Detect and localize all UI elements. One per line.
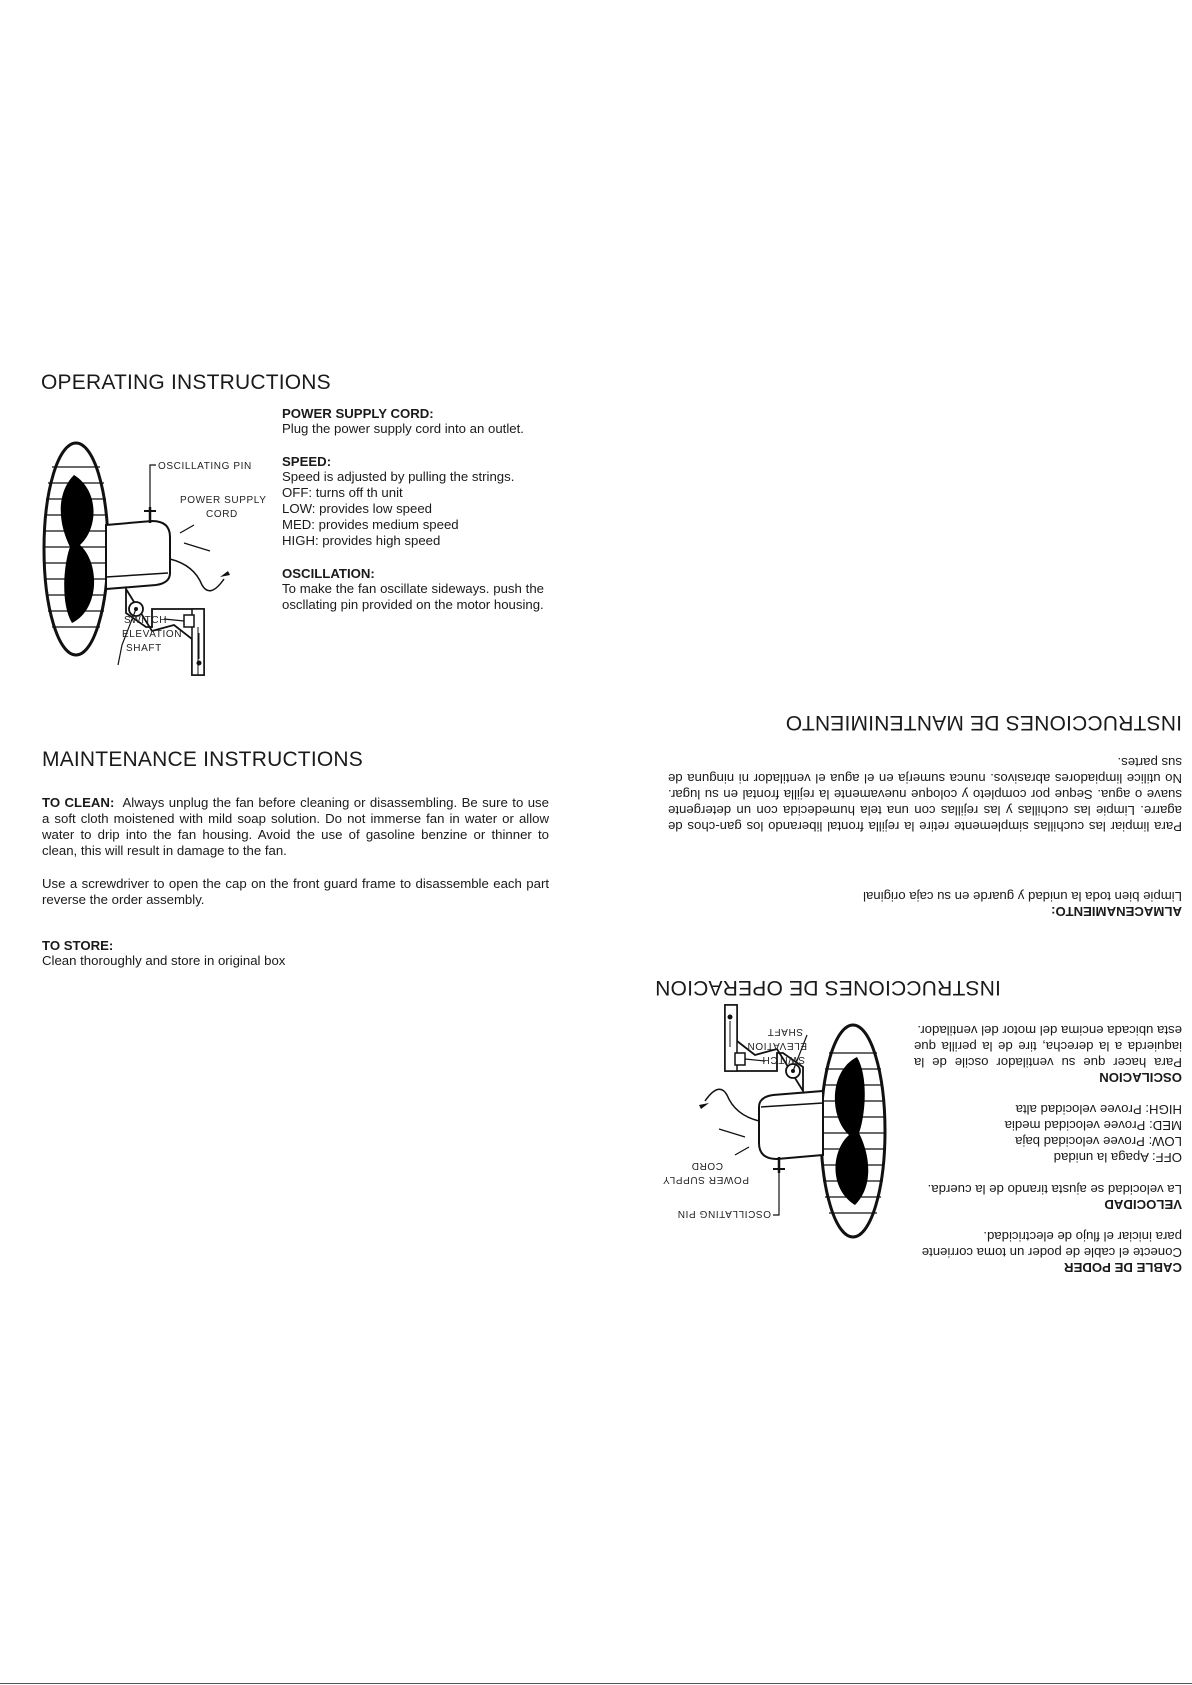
screwdriver-text: Use a screwdriver to open the cap on the front guard frame to disassemble each part reverse the order assembly. <box>42 876 549 907</box>
speed-heading: SPEED: <box>282 454 332 469</box>
oscillation-heading: OSCILLATION: <box>282 566 375 581</box>
operating-body <box>282 406 544 613</box>
es-osc-text: Para hacer que su ventilador oscile de la iaquierda a la derecha, tire de la perilla que esta ubicada encima del motor del ventilador. <box>914 1023 1182 1070</box>
power-cord-heading: POWER SUPPLY CORD: <box>282 406 434 421</box>
oscillation-text: To make the fan oscillate sideways. push the oscllating pin provided on the motor housing. <box>282 581 544 612</box>
power-cord-text: Plug the power supply cord into an outlet. <box>282 421 524 436</box>
es-clean-text: Para limpiar las cuchillas simplemente retire la rejilla frontal liberando los gan-chos de agarre. Limpie las cuchillas y las rejillas con una tela humedecida con un detergente suave o agua. Seque por completo y coloque nuevamente la rejilla frontal en su lugar. No utilice limpiadores abrasivos. nunca sumerja en el agua el ventilador ni ninguna de sus partes. <box>668 755 1182 834</box>
label-cord: CORD <box>206 509 238 520</box>
label-shaft: SHAFT <box>126 643 162 654</box>
es-speed-text: La velocidad se ajusta tirando de la cuerda. <box>927 1182 1182 1197</box>
speed-line: Speed is adjusted by pulling the strings. <box>282 469 515 484</box>
es-operating-title: INSTRUCCIONES DE OPERACION <box>655 976 1001 999</box>
label-power-supply: POWER SUPPLY <box>180 495 267 506</box>
es-speed-line: LOW: Provee velocidad baja <box>1015 1134 1182 1149</box>
page-bottom-rule <box>0 1683 1192 1684</box>
store-text: Clean thoroughly and store in original box <box>42 953 286 968</box>
maintenance-body <box>42 795 549 969</box>
fan-diagram <box>34 413 274 683</box>
clean-text: Always unplug the fan before cleaning or disassembling. Be sure to use a soft cloth moistened with mild soap solution. Do not immerse fan in water or allow water to drip into the fan housing. Avoid the use of gasoline benzine or thinner to clean, this will result in damage to the fan. <box>42 795 549 858</box>
es-store-heading: ALMACENAMIENTO: <box>1051 904 1182 919</box>
es-maintenance-section <box>668 696 1182 919</box>
es-label-switch: SWITCH <box>761 1054 805 1065</box>
label-switch: SWITCH <box>124 615 168 626</box>
es-label-elevation: ELEVATION <box>746 1040 807 1051</box>
es-power-text: Conecte el cable de poder un toma corriente para iniciar el flujo de electricidad. <box>921 1229 1182 1260</box>
es-label-power-supply: POWER SUPPLY <box>662 1174 749 1185</box>
es-operating-body <box>914 1022 1182 1275</box>
es-speed-heading: VELOCIDAD <box>1104 1197 1182 1212</box>
wall-fan-illustration <box>34 413 274 683</box>
es-power-heading: CABLE DE PODER <box>1064 1260 1182 1275</box>
es-store-text: Limpie bien toda la unidad y guarde en su caja original <box>863 889 1182 904</box>
label-oscillating-pin: OSCILLATING PIN <box>158 461 252 472</box>
clean-paragraph <box>42 795 549 859</box>
es-osc-heading: OSCILACION <box>1099 1070 1182 1085</box>
es-wall-fan-illustration <box>655 997 895 1267</box>
es-label-cord: CORD <box>691 1160 723 1171</box>
es-speed-line: HIGH: Provee velocidad alta <box>1015 1102 1182 1117</box>
store-heading: TO STORE: <box>42 938 114 953</box>
es-operating-section <box>655 975 1182 1275</box>
es-speed-line: OFF: Apaga la unidad <box>1053 1150 1182 1165</box>
es-maintenance-title: INSTRUCCIONES DE MANTENIMIENTO <box>785 711 1182 734</box>
speed-line: OFF: turns off th unit <box>282 485 403 500</box>
speed-line: LOW: provides low speed <box>282 501 433 516</box>
es-speed-line: MED: Provee velocidad media <box>1004 1118 1182 1133</box>
label-elevation: ELEVATION <box>122 629 183 640</box>
operating-title: OPERATING INSTRUCTIONS <box>41 371 331 394</box>
es-label-oscillating-pin: OSCILLATING PIN <box>677 1208 771 1219</box>
clean-heading: TO CLEAN: <box>42 795 115 810</box>
speed-line: MED: provides medium speed <box>282 517 459 532</box>
speed-line: HIGH: provides high speed <box>282 533 441 548</box>
es-label-shaft: SHAFT <box>767 1026 803 1037</box>
es-fan-diagram <box>655 997 895 1267</box>
maintenance-title: MAINTENANCE INSTRUCTIONS <box>42 748 363 771</box>
